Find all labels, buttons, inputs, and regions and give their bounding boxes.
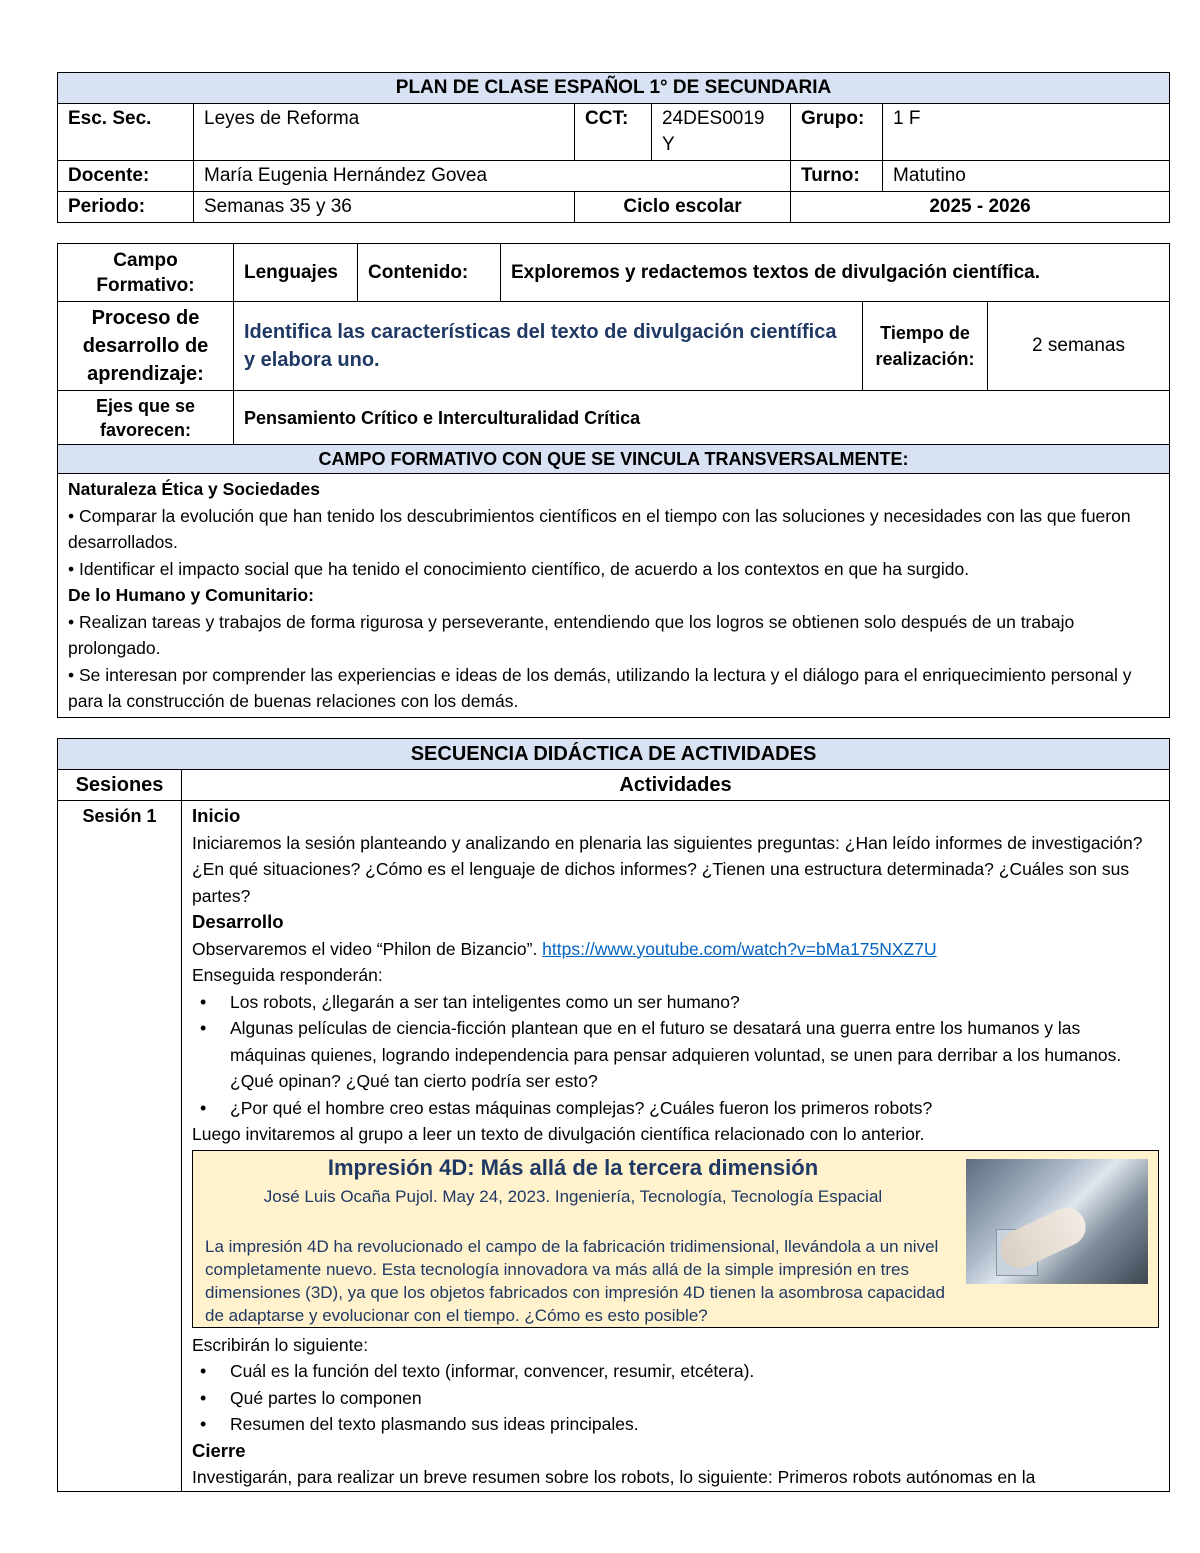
esc-value: Leyes de Reforma (194, 104, 575, 161)
grupo-value: 1 F (883, 104, 1170, 161)
plan-table (57, 72, 1170, 223)
proceso-label: Proceso de desarrollo de aprendizaje: (58, 302, 234, 391)
tiempo-label: Tiempo de realización: (863, 302, 988, 391)
list-item: • Algunas películas de ciencia-ficción plantean que en el futuro se desatará una guerra entre los humanos y las máquinas quienes, logrando independencia para pensar adquieren voluntad, se unen para derribar a los humanos. ¿Qué opinan? ¿Qué tan cierto podría ser esto? (192, 1015, 1159, 1095)
article-body: La impresión 4D ha revolucionado el campo de la fabricación tridimensional, llevándola a un nivel completamente nuevo. Esta tecnología innovadora va más allá de la simple impresión en tres dimensiones (3D), ya que los objetos fabricados con impresión 4D tienen la asombrosa capacidad de adaptarse y evolucionar con el tiempo. ¿Cómo es esto posible? (205, 1236, 945, 1325)
tiempo-value: 2 semanas (988, 302, 1170, 391)
plan-title: PLAN DE CLASE ESPAÑOL 1° DE SECUNDARIA (58, 73, 1170, 104)
contenido-label: Contenido: (358, 244, 501, 302)
luego-text: Luego invitaremos al grupo a leer un texto de divulgación científica relacionado con lo anterior. (192, 1124, 925, 1144)
secuencia-title: SECUENCIA DIDÁCTICA DE ACTIVIDADES (58, 739, 1170, 770)
preguntas-list (192, 989, 1159, 1122)
inicio-text: Iniciaremos la sesión planteando y analizando en plenaria las siguientes preguntas: ¿Han leído informes de investigación? ¿En qué situaciones? ¿Cómo es el lenguaje de dichos informes? ¿Tienen una estructura determinada? ¿Cuáles son sus partes? (192, 832, 1143, 906)
proceso-value: Identifica las características del texto de divulgación científica y elabora uno. (234, 302, 863, 391)
video-link[interactable]: https://www.youtube.com/watch?v=bMa175NXZ7U (542, 938, 937, 959)
transversal-title: CAMPO FORMATIVO CON QUE SE VINCULA TRANSVERSALMENTE: (58, 445, 1170, 474)
docente-label: Docente: (58, 161, 194, 192)
secuencia-table (57, 738, 1170, 1492)
cct-value: 24DES0019 Y (652, 104, 791, 161)
list-item: • Cuál es la función del texto (informar, convencer, resumir, etcétera). (192, 1358, 1159, 1385)
turno-value: Matutino (883, 161, 1170, 192)
list-item: • Resumen del texto plasmando sus ideas principales. (192, 1411, 1159, 1438)
video-line (192, 936, 1159, 963)
naturaleza-item: • Comparar la evolución que han tenido los descubrimientos científicos en el tiempo con las soluciones y necesidades con las que fueron desarrollados. (68, 505, 1131, 552)
campo-table (57, 243, 1170, 718)
inicio-title: Inicio (192, 805, 241, 826)
col-actividades: Actividades (182, 770, 1170, 801)
col-sesiones: Sesiones (58, 770, 182, 801)
periodo-label: Periodo: (58, 192, 194, 223)
periodo-value: Semanas 35 y 36 (194, 192, 575, 223)
article-box (192, 1150, 1159, 1328)
escribiran-list (192, 1358, 1159, 1438)
hand-shape (994, 1201, 1092, 1273)
ejes-value: Pensamiento Crítico e Interculturalidad Crítica (234, 391, 1170, 445)
campo-value: Lenguajes (234, 244, 358, 302)
humano-item: • Se interesan por comprender las experiencias e ideas de los demás, utilizando la lectura y el diálogo para el enriquecimiento personal y para la construcción de buenas relaciones con los demás. (68, 664, 1132, 711)
list-item: • ¿Por qué el hombre creo estas máquinas complejas? ¿Cuáles fueron los primeros robots? (192, 1095, 1159, 1122)
article-author: José Luis Ocaña Pujol. May 24, 2023. Ingeniería, Tecnología, Tecnología Espacial (263, 1186, 883, 1206)
desarrollo-title: Desarrollo (192, 911, 284, 932)
enseguida-text: Enseguida responderán: (192, 965, 383, 985)
cierre-title: Cierre (192, 1439, 246, 1461)
article-image (966, 1159, 1148, 1284)
grupo-label: Grupo: (791, 104, 883, 161)
list-item: • Los robots, ¿llegarán a ser tan inteligentes como un ser humano? (192, 989, 1159, 1016)
escribiran-text: Escribirán lo siguiente: (192, 1334, 369, 1355)
actividades-cell (182, 801, 1170, 1492)
ejes-label: Ejes que se favorecen: (58, 391, 234, 445)
cierre-text: Investigarán, para realizar un breve resumen sobre los robots, lo siguiente: Primeros robots autónomas en la (192, 1467, 1036, 1487)
ciclo-value: 2025 - 2026 (791, 192, 1170, 223)
video-text: Observaremos el video “Philon de Bizancio”. (192, 938, 543, 959)
turno-label: Turno: (791, 161, 883, 192)
list-item: • Qué partes lo componen (192, 1385, 1159, 1412)
humano-title: De lo Humano y Comunitario: (68, 585, 314, 605)
ciclo-label: Ciclo escolar (575, 192, 791, 223)
contenido-value: Exploremos y redactemos textos de divulgación científica. (501, 244, 1170, 302)
article-title: Impresión 4D: Más allá de la tercera dimensión (327, 1154, 819, 1180)
sesion-label: Sesión 1 (58, 801, 182, 1492)
cct-label: CCT: (575, 104, 652, 161)
humano-item: • Realizan tareas y trabajos de forma rigurosa y perseverante, entendiendo que los logros se obtienen solo después de un trabajo prolongado. (68, 611, 1075, 658)
naturaleza-title: Naturaleza Ética y Sociedades (68, 479, 320, 499)
campo-label: Campo Formativo: (58, 244, 234, 302)
naturaleza-item: • Identificar el impacto social que ha tenido el conocimiento científico, de acuerdo a los contextos en que ha surgido. (68, 558, 970, 579)
esc-label: Esc. Sec. (58, 104, 194, 161)
docente-value: María Eugenia Hernández Govea (194, 161, 791, 192)
transversal-content (58, 474, 1170, 718)
